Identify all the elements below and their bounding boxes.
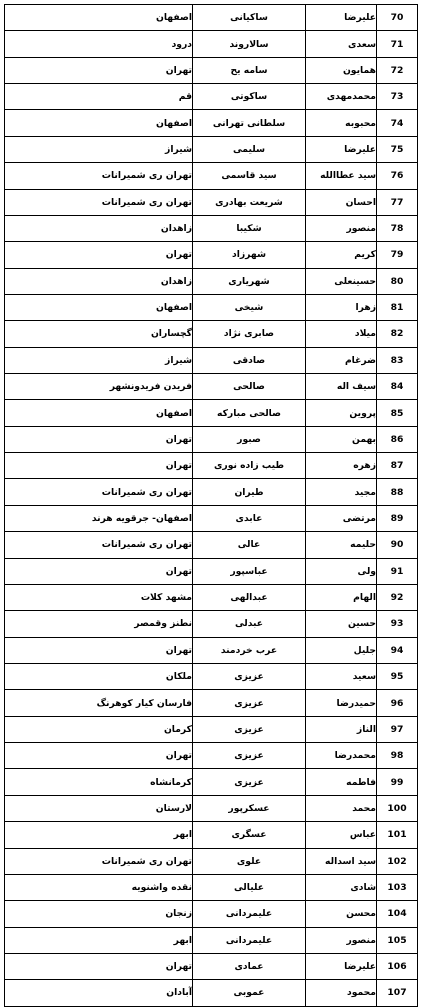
city-cell: تهران [5,453,193,479]
last-name-cell: شریعت بهادری [193,189,306,215]
last-name-cell: سید قاسمی [193,163,306,189]
first-name-cell: ضرغام [306,347,377,373]
table-row [5,268,418,294]
city-cell: اصفهان [5,400,193,426]
city-cell: تهران ری شمیرانات [5,189,193,215]
last-name-cell: طیب زاده نوری [193,453,306,479]
city-cell: زاهدان [5,268,193,294]
row-number: 80 [377,268,418,294]
city-cell: اصفهان- جرقویه هرند [5,505,193,531]
city-cell: تهران [5,426,193,452]
last-name-cell: شکیبا [193,215,306,241]
row-number: 107 [377,980,418,1006]
last-name-cell: عبدالهی [193,584,306,610]
city-cell: تهران ری شمیرانات [5,848,193,874]
row-number: 105 [377,927,418,953]
first-name-cell: محمدرضا [306,743,377,769]
last-name-cell: عسگری [193,822,306,848]
last-name-cell: عزیزی [193,743,306,769]
first-name-cell: علیرضا [306,5,377,31]
city-cell: زاهدان [5,215,193,241]
last-name-cell: سلیمی [193,136,306,162]
first-name-cell: محبوبه [306,110,377,136]
row-number: 99 [377,769,418,795]
table-row [5,110,418,136]
last-name-cell: سالاروند [193,31,306,57]
city-cell: فارسان کیار کوهرنگ [5,690,193,716]
row-number: 82 [377,321,418,347]
row-number: 95 [377,663,418,689]
first-name-cell: علیرضا [306,136,377,162]
last-name-cell: صبور [193,426,306,452]
row-number: 83 [377,347,418,373]
last-name-cell: سامه یح [193,57,306,83]
city-cell: تهران [5,743,193,769]
city-cell: ابهر [5,927,193,953]
last-name-cell: عزیزی [193,716,306,742]
row-number: 90 [377,532,418,558]
city-cell: شیراز [5,347,193,373]
table-row [5,400,418,426]
city-cell: قم [5,84,193,110]
row-number: 71 [377,31,418,57]
row-number: 91 [377,558,418,584]
city-cell: فریدن فریدونشهر [5,374,193,400]
city-cell: گچساران [5,321,193,347]
row-number: 76 [377,163,418,189]
row-number: 78 [377,215,418,241]
city-cell: تهران [5,57,193,83]
city-cell: کرمانشاه [5,769,193,795]
row-number: 100 [377,795,418,821]
first-name-cell: بهمن [306,426,377,452]
city-cell: اصفهان [5,294,193,320]
first-name-cell: سیف اله [306,374,377,400]
city-cell: شیراز [5,136,193,162]
table-row [5,584,418,610]
city-cell: اصفهان [5,5,193,31]
last-name-cell: عزیزی [193,663,306,689]
last-name-cell: علیالی [193,874,306,900]
last-name-cell: صادقی [193,347,306,373]
row-number: 89 [377,505,418,531]
row-number: 84 [377,374,418,400]
table-row [5,453,418,479]
first-name-cell: سعید [306,663,377,689]
last-name-cell: عابدی [193,505,306,531]
city-cell: نقده واشنویه [5,874,193,900]
city-cell: تهران ری شمیرانات [5,163,193,189]
table-row [5,663,418,689]
first-name-cell: همایون [306,57,377,83]
row-number: 104 [377,901,418,927]
row-number: 96 [377,690,418,716]
last-name-cell: عمادی [193,953,306,979]
table-row [5,743,418,769]
first-name-cell: منصور [306,927,377,953]
row-number: 103 [377,874,418,900]
row-number: 72 [377,57,418,83]
table-row [5,953,418,979]
table-row [5,321,418,347]
city-cell: ابهر [5,822,193,848]
first-name-cell: فاطمه [306,769,377,795]
first-name-cell: محمد [306,795,377,821]
city-cell: تهران ری شمیرانات [5,479,193,505]
last-name-cell: عسکرپور [193,795,306,821]
first-name-cell: حسین [306,611,377,637]
first-name-cell: جلیل [306,637,377,663]
table-row [5,822,418,848]
row-number: 102 [377,848,418,874]
table-row [5,532,418,558]
row-number: 93 [377,611,418,637]
table-row [5,242,418,268]
row-number: 85 [377,400,418,426]
first-name-cell: کریم [306,242,377,268]
table-row [5,215,418,241]
last-name-cell: ساکوتی [193,84,306,110]
table-row [5,505,418,531]
first-name-cell: میلاد [306,321,377,347]
table-row [5,426,418,452]
city-cell: لارستان [5,795,193,821]
first-name-cell: احسان [306,189,377,215]
first-name-cell: محمدمهدی [306,84,377,110]
first-name-cell: حسینعلی [306,268,377,294]
city-cell: تهران ری شمیرانات [5,532,193,558]
table-row [5,136,418,162]
first-name-cell: ولی [306,558,377,584]
first-name-cell: محمود [306,980,377,1006]
city-cell: زنجان [5,901,193,927]
first-name-cell: پروین [306,400,377,426]
last-name-cell: عبدلی [193,611,306,637]
table-row [5,901,418,927]
table-row [5,31,418,57]
table-row [5,927,418,953]
table-row [5,189,418,215]
last-name-cell: صابری نژاد [193,321,306,347]
row-number: 86 [377,426,418,452]
table-row [5,795,418,821]
row-number: 97 [377,716,418,742]
last-name-cell: صالحی مبارکه [193,400,306,426]
first-name-cell: مجید [306,479,377,505]
first-name-cell: الناز [306,716,377,742]
first-name-cell: الهام [306,584,377,610]
last-name-cell: ساکیانی [193,5,306,31]
table-row [5,479,418,505]
city-cell: ملکان [5,663,193,689]
table-row [5,690,418,716]
table-row [5,980,418,1006]
table-row [5,716,418,742]
last-name-cell: طیران [193,479,306,505]
last-name-cell: عرب خردمند [193,637,306,663]
last-name-cell: علوی [193,848,306,874]
city-cell: تهران [5,558,193,584]
row-number: 77 [377,189,418,215]
table-row [5,374,418,400]
row-number: 73 [377,84,418,110]
table-row [5,611,418,637]
roster-table [4,4,418,1007]
table-row [5,294,418,320]
roster-body [5,5,418,1007]
last-name-cell: عموبی [193,980,306,1006]
city-cell: آبادان [5,980,193,1006]
row-number: 70 [377,5,418,31]
last-name-cell: عزیزی [193,690,306,716]
first-name-cell: محسن [306,901,377,927]
table-row [5,84,418,110]
first-name-cell: زهره [306,453,377,479]
row-number: 88 [377,479,418,505]
first-name-cell: مرتضی [306,505,377,531]
city-cell: نطنز وقمصر [5,611,193,637]
city-cell: تهران [5,242,193,268]
last-name-cell: شهرزاد [193,242,306,268]
first-name-cell: عباس [306,822,377,848]
table-row [5,558,418,584]
row-number: 74 [377,110,418,136]
city-cell: مشهد کلات [5,584,193,610]
first-name-cell: منصور [306,215,377,241]
row-number: 101 [377,822,418,848]
first-name-cell: سعدی [306,31,377,57]
table-row [5,57,418,83]
row-number: 87 [377,453,418,479]
last-name-cell: شهریاری [193,268,306,294]
row-number: 81 [377,294,418,320]
city-cell: تهران [5,637,193,663]
city-cell: اصفهان [5,110,193,136]
last-name-cell: شیخی [193,294,306,320]
first-name-cell: زهرا [306,294,377,320]
first-name-cell: حمیدرضا [306,690,377,716]
first-name-cell: حلیمه [306,532,377,558]
first-name-cell: شادی [306,874,377,900]
row-number: 75 [377,136,418,162]
last-name-cell: عزیزی [193,769,306,795]
row-number: 94 [377,637,418,663]
city-cell: درود [5,31,193,57]
table-row [5,347,418,373]
table-row [5,163,418,189]
row-number: 79 [377,242,418,268]
last-name-cell: علیمردانی [193,901,306,927]
first-name-cell: سید عطاالله [306,163,377,189]
last-name-cell: سلطانی تهرانی [193,110,306,136]
row-number: 106 [377,953,418,979]
city-cell: کرمان [5,716,193,742]
table-row [5,848,418,874]
last-name-cell: عباسپور [193,558,306,584]
first-name-cell: سید اسداله [306,848,377,874]
table-row [5,5,418,31]
last-name-cell: علیمردانی [193,927,306,953]
table-row [5,874,418,900]
table-row [5,769,418,795]
row-number: 98 [377,743,418,769]
table-row [5,637,418,663]
first-name-cell: علیرضا [306,953,377,979]
last-name-cell: عالی [193,532,306,558]
row-number: 92 [377,584,418,610]
last-name-cell: صالحی [193,374,306,400]
city-cell: تهران [5,953,193,979]
